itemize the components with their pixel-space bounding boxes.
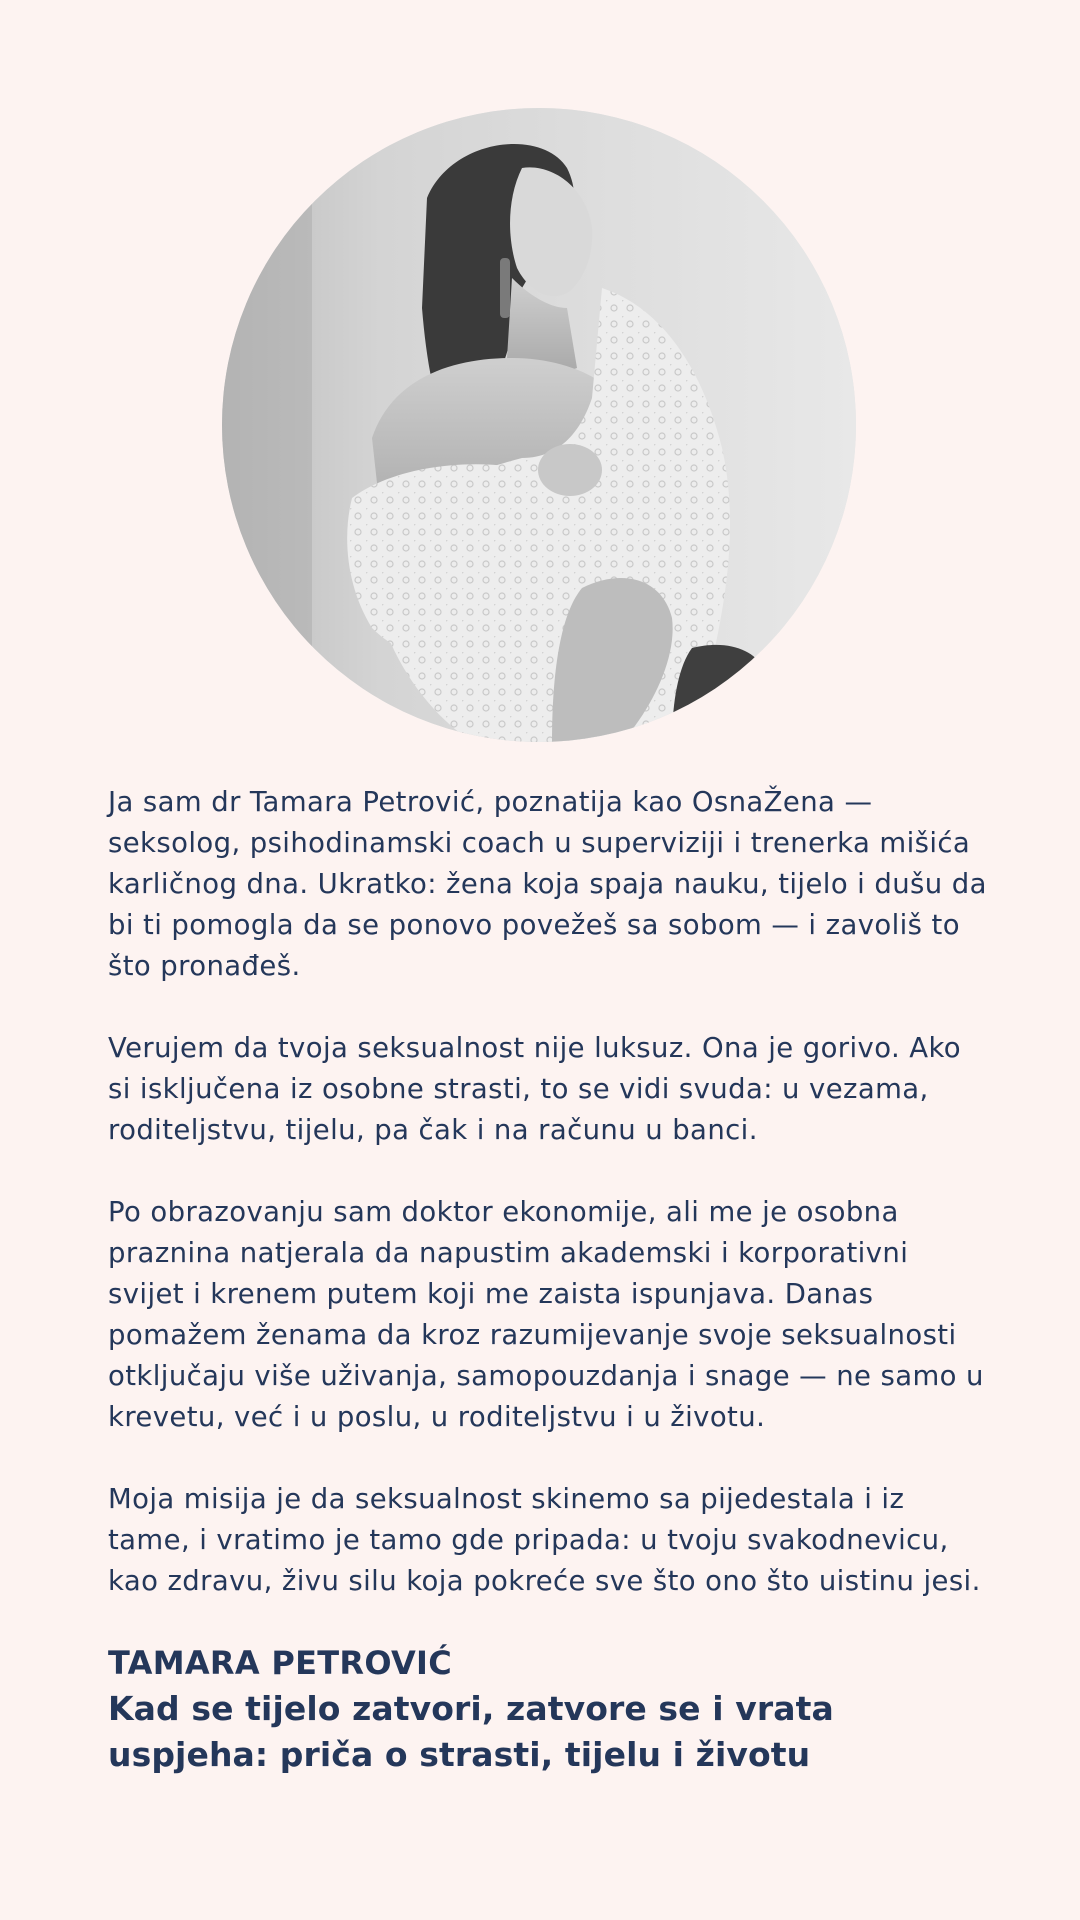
bio-paragraph: Po obrazovanju sam doktor ekonomije, ali me je osobna praznina natjerala da napustim akademski i korporativni svijet i krenem putem koji me zaista ispunjava. Danas pomažem ženama da kroz razumijevanje svoje seksualnosti otključaju više uživanja, samopouzdanja i snage — ne samo u krevetu, već i u poslu, u roditeljstvu i u životu. xyxy=(108,1196,984,1433)
bio-paragraph: Moja misija je da seksualnost skinemo sa pijedestala i iz tame, i vratimo je tamo gde pripada: u tvoju svakodnevicu, kao zdravu, živu silu koja pokreće sve što ono što uistinu jesi. xyxy=(108,1483,981,1597)
bio-section xyxy=(108,782,988,1778)
profile-photo xyxy=(222,108,856,742)
book-headline: Kad se tijelo zatvori, zatvore se i vrata uspjeha: priča o strasti, tijelu i životu xyxy=(108,1689,834,1774)
bio-paragraph: Ja sam dr Tamara Petrović, poznatija kao OsnaŽena — seksolog, psihodinamski coach u superviziji i trenerka mišića karličnog dna. Ukratko: žena koja spaja nauku, tijelo i dušu da bi ti pomogla da se ponovo povežeš sa sobom — i zavoliš to što pronađeš. xyxy=(108,786,987,982)
bio-paragraph: Verujem da tvoja seksualnost nije luksuz. Ona je gorivo. Ako si isključena iz osobne strasti, to se vidi svuda: u vezama, roditeljstvu, tijelu, pa čak i na računu u banci. xyxy=(108,1032,962,1146)
author-name: TAMARA PETROVIĆ xyxy=(108,1644,453,1682)
